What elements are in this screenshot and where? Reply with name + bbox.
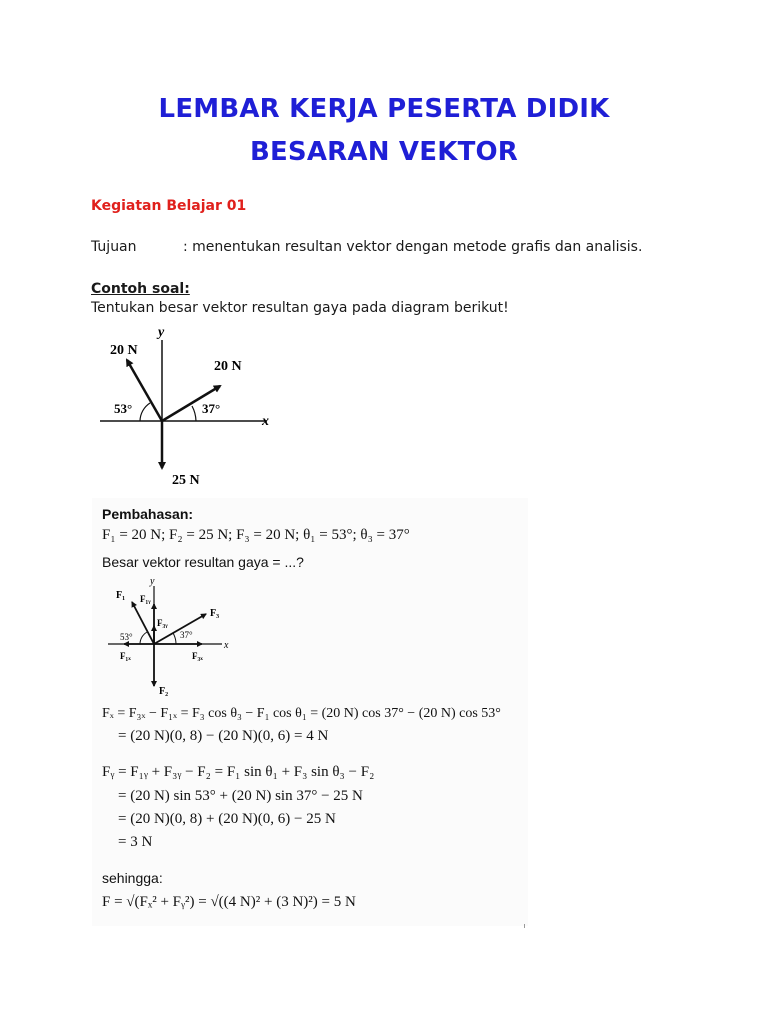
page-title-line2: BESARAN VEKTOR	[249, 137, 519, 167]
f3x-label: F₃ₓ	[192, 651, 203, 661]
fy-equation: Fᵧ = F₁ᵧ + F₃ᵧ − F₂ = F₁ sin θ₁ + F₃ sin θ₃ − F₂	[102, 764, 375, 780]
f1x-label: F₁ₓ	[120, 651, 131, 661]
x-axis-label: x	[224, 640, 229, 651]
fy-result: = 3 N	[118, 834, 153, 850]
angle-right-label: 37°	[180, 630, 193, 640]
f3-label: 20 N	[214, 359, 242, 374]
force-diagram	[92, 322, 282, 494]
page-title-line1: LEMBAR KERJA PESERTA DIDIK	[158, 94, 610, 124]
force-f1-arrow	[132, 602, 154, 644]
x-axis-label: x	[262, 414, 269, 429]
y-axis-label: y	[150, 576, 155, 587]
question-text: Besar vektor resultan gaya = ...?	[102, 554, 304, 570]
angle-arc-left	[140, 403, 150, 421]
solution-heading: Pembahasan:	[102, 506, 194, 522]
f2-label: 25 N	[172, 473, 200, 488]
angle-arc-left	[140, 632, 147, 644]
y-axis-label: y	[158, 325, 165, 340]
conclusion-label: sehingga:	[102, 870, 163, 886]
fy-step1: = (20 N) sin 53° + (20 N) sin 37° − 25 N	[118, 788, 363, 804]
section-heading: Kegiatan Belajar 01	[91, 198, 247, 214]
fy-step2: = (20 N)(0, 8) + (20 N)(0, 6) − 25 N	[118, 811, 336, 827]
example-instruction: Tentukan besar vektor resultan gaya pada diagram berikut!	[91, 300, 509, 316]
fx-result: = (20 N)(0, 8) − (20 N)(0, 6) = 4 N	[118, 728, 329, 744]
angle-arc-right	[192, 406, 196, 421]
objective-label: Tujuan	[91, 239, 137, 255]
objective	[91, 239, 642, 255]
f1y-label: F₁ᵧ	[140, 594, 151, 604]
angle-right-label: 37°	[202, 401, 221, 416]
f3y-label: F₃ᵧ	[157, 618, 168, 628]
component-diagram	[106, 576, 246, 698]
force-f1-arrow	[127, 360, 162, 421]
angle-left-label: 53°	[120, 632, 133, 642]
scan-mark	[524, 924, 525, 928]
given-values: F₁ = 20 N; F₂ = 25 N; F₃ = 20 N; θ₁ = 53°; θ₃ = 37°	[102, 527, 410, 543]
resultant-equation: F = √(Fₓ² + Fᵧ²) = √((4 N)² + (3 N)²) = 5 N	[102, 894, 356, 910]
example-label: Contoh soal:	[91, 281, 190, 297]
solution-panel	[92, 498, 528, 926]
angle-arc-right	[173, 633, 176, 644]
fx-equation: Fₓ = F₃ₓ − F₁ₓ = F₃ cos θ₃ − F₁ cos θ₁ = (20 N) cos 37° − (20 N) cos 53°	[102, 706, 501, 721]
f2-label: F₂	[159, 686, 169, 697]
f1-label: F₁	[116, 590, 126, 601]
f3-label: F₃	[210, 608, 220, 619]
f1-label: 20 N	[110, 343, 138, 358]
objective-text: : menentukan resultan vektor dengan metode grafis dan analisis.	[183, 239, 643, 255]
angle-left-label: 53°	[114, 401, 133, 416]
